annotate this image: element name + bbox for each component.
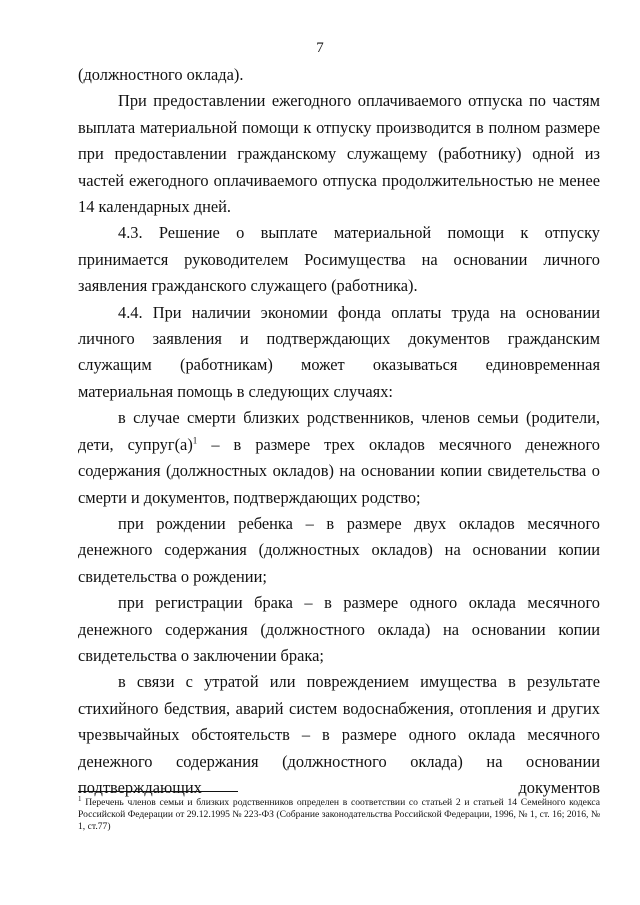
paragraph-4-4: 4.4. При наличии экономии фонда оплаты труда на основании личного заявления и подтверждающих документов гражданским служащим (работникам) может оказываться единовременная материальная помощь в следующих случаях: — [78, 302, 600, 401]
paragraph-4-3: 4.3. Решение о выплате материальной помощи к отпуску принимается руководителем Росимущества на основании личного заявления гражданского служащего (работника). — [78, 223, 600, 296]
paragraph-continuation: (должностного оклада). — [78, 65, 244, 84]
footnote — [78, 794, 600, 834]
paragraph-death-of-relatives-start: в случае смерти близких родственников, членов семьи (родители, дети, супруг(а) — [78, 408, 600, 454]
paragraph-marriage-registration: при регистрации брака – в размере одного оклада месячного денежного содержания (должностного оклада) на основании копии свидетельства о заключении брака; — [78, 593, 600, 665]
page-number: 7 — [316, 40, 324, 56]
paragraph-death-of-relatives — [78, 405, 600, 511]
footnote-marker: 1 — [78, 794, 82, 803]
footnote-reference: 1 — [192, 435, 198, 446]
paragraph-birth-of-child: при рождении ребенка – в размере двух окладов месячного денежного содержания (должностных окладов) на основании копии свидетельства о рождении; — [78, 513, 600, 586]
paragraph-property-damage: в связи с утратой или повреждением имущества в результате стихийного бедствия, аварий систем водоснабжения, отопления и других чрезвычайных обстоятельств – в размере одного оклада месячного денежного содержания (должностного оклада) на основании подтверждающих документов — [78, 672, 600, 797]
body-text — [78, 62, 600, 801]
footnote-text: Перечень членов семьи и близких родственников определен в соответствии со статьей 2 и статьей 14 Семейного кодекса Российской Федерации от 29.12.1995 № 223-ФЗ (Собрание законодательства Российской Федерации, 1996, № 1, ст. 16; 2016, № 1, ст.77) — [78, 797, 600, 833]
footnote-separator — [78, 791, 238, 792]
paragraph-vacation-parts: При предоставлении ежегодного оплачиваемого отпуска по частям выплата материальной помощи к отпуску производится в полном размере при предоставлении гражданскому служащему (работнику) одной из частей ежегодного оплачиваемого отпуска продолжительностью не менее 14 календарных дней. — [78, 91, 600, 217]
paragraph-death-of-relatives-end: – в размере трех окладов месячного денежного содержания (должностных окладов) на основании копии свидетельства о смерти и документов, подтверждающих родство; — [78, 434, 601, 507]
